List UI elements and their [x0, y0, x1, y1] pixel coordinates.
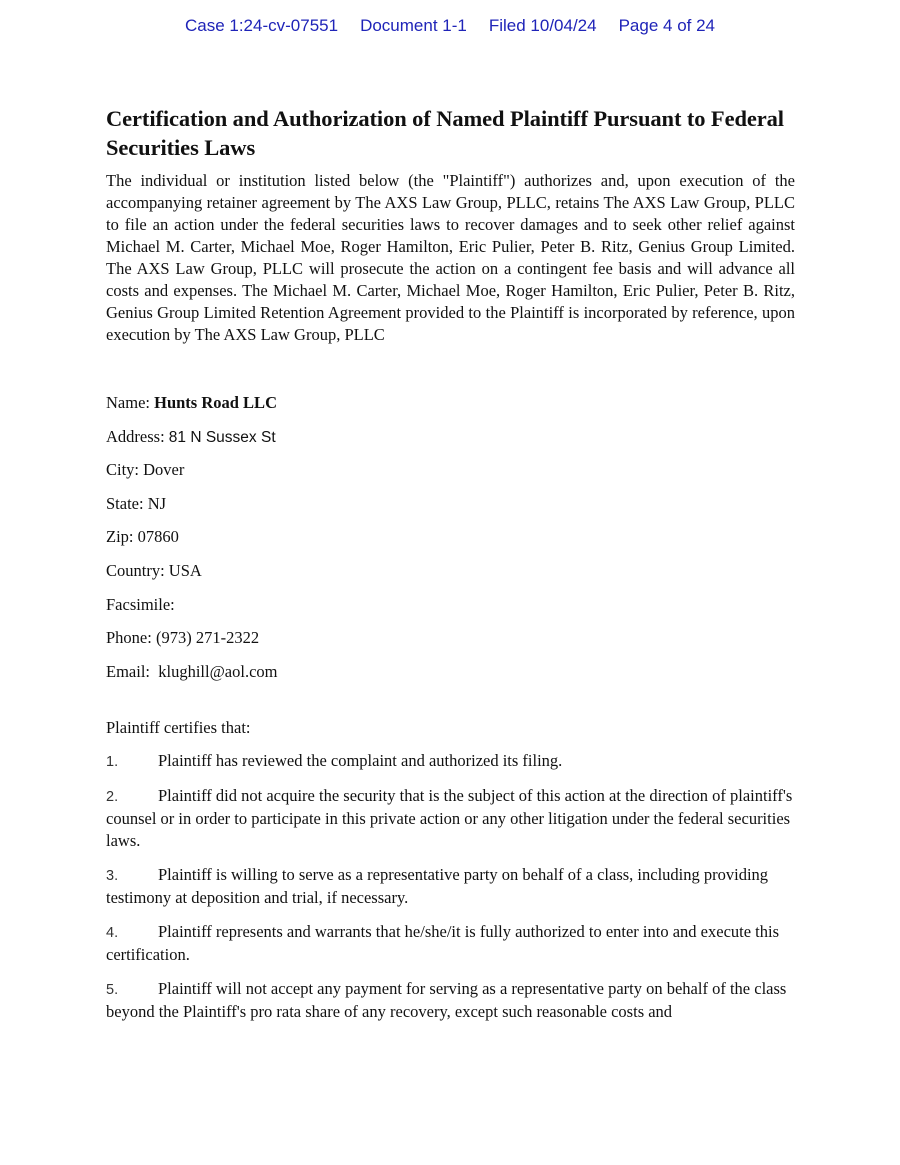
- plaintiff-info: [106, 392, 795, 683]
- item-text: Plaintiff is willing to serve as a representative party on behalf of a class, including providing testimony at deposition and trial, if necessary.: [106, 864, 769, 907]
- field-value: 07860: [137, 527, 179, 547]
- item-number: 3.: [106, 867, 119, 884]
- case-number: Case 1:24-cv-07551: [184, 16, 339, 35]
- filed-date: Filed 10/04/24: [488, 16, 597, 35]
- page-number: Page 4 of 24: [618, 16, 716, 35]
- document-page: [106, 104, 795, 1035]
- field-label: Country:: [106, 560, 169, 580]
- item-number: 1.: [106, 753, 119, 770]
- document-number: Document 1-1: [360, 16, 467, 35]
- email-field: [106, 661, 795, 683]
- field-label: Zip:: [106, 527, 138, 547]
- item-number: 2.: [106, 788, 119, 805]
- city-field: [106, 459, 795, 481]
- item-number: 4.: [106, 924, 119, 941]
- certification-item: [106, 921, 795, 966]
- facsimile-field: [106, 594, 795, 616]
- item-text: Plaintiff did not acquire the security that is the subject of this action at the direction of plaintiff's counsel or in order to participate in this private action or any other litigation under the federal securities laws.: [106, 785, 793, 850]
- certifies-intro: Plaintiff certifies that:: [106, 717, 251, 737]
- field-label: Address:: [106, 426, 169, 446]
- item-text: Plaintiff will not accept any payment for serving as a representative party on behalf of the class beyond the Plaintiff's pro rata share of any recovery, except such reasonable costs and: [106, 978, 787, 1021]
- field-label: Email:: [106, 661, 159, 681]
- field-label: City:: [106, 460, 144, 480]
- field-label: State:: [106, 493, 148, 513]
- item-number: 5.: [106, 981, 119, 998]
- phone-field: [106, 627, 795, 649]
- certification-item: [106, 978, 795, 1023]
- certification-item: [106, 785, 795, 852]
- field-label: Name:: [106, 393, 155, 412]
- court-filing-header: [0, 16, 900, 36]
- certification-list: [106, 750, 795, 1023]
- field-value: klughill@aol.com: [158, 661, 278, 681]
- country-field: [106, 560, 795, 582]
- field-value: USA: [168, 560, 202, 580]
- zip-field: [106, 526, 795, 548]
- field-value: Dover: [143, 460, 185, 480]
- field-value: 81 N Sussex St: [168, 428, 276, 446]
- field-label: Phone:: [106, 628, 156, 648]
- certification-item: [106, 750, 795, 773]
- address-field: [106, 426, 795, 448]
- name-field: [106, 392, 795, 414]
- state-field: [106, 493, 795, 515]
- field-label: Facsimile:: [106, 594, 175, 614]
- certification-item: [106, 864, 795, 909]
- item-text: Plaintiff represents and warrants that he/she/it is fully authorized to enter into and execute this certification.: [106, 921, 780, 964]
- intro-paragraph: The individual or institution listed below (the "Plaintiff") authorizes and, upon execution of the accompanying retainer agreement by The AXS Law Group, PLLC, retains The AXS Law Group, PLLC to file an action under the federal securities laws to recover damages and to seek other relief against Michael M. Carter, Michael Moe, Roger Hamilton, Eric Pulier, Peter B. Ritz, Genius Group Limited. The AXS Law Group, PLLC will prosecute the action on a contingent fee basis and will advance all costs and expenses. The Michael M. Carter, Michael Moe, Roger Hamilton, Eric Pulier, Peter B. Ritz, Genius Group Limited Retention Agreement provided to the Plaintiff is incorporated by reference, upon execution by The AXS Law Group, PLLC: [106, 171, 795, 344]
- field-value: Hunts Road LLC: [154, 393, 277, 412]
- item-text: Plaintiff has reviewed the complaint and authorized its filing.: [158, 750, 563, 770]
- field-value: (973) 271-2322: [155, 628, 260, 648]
- field-value: NJ: [147, 493, 167, 513]
- document-title: Certification and Authorization of Named Plaintiff Pursuant to Federal Securities Laws: [106, 106, 784, 160]
